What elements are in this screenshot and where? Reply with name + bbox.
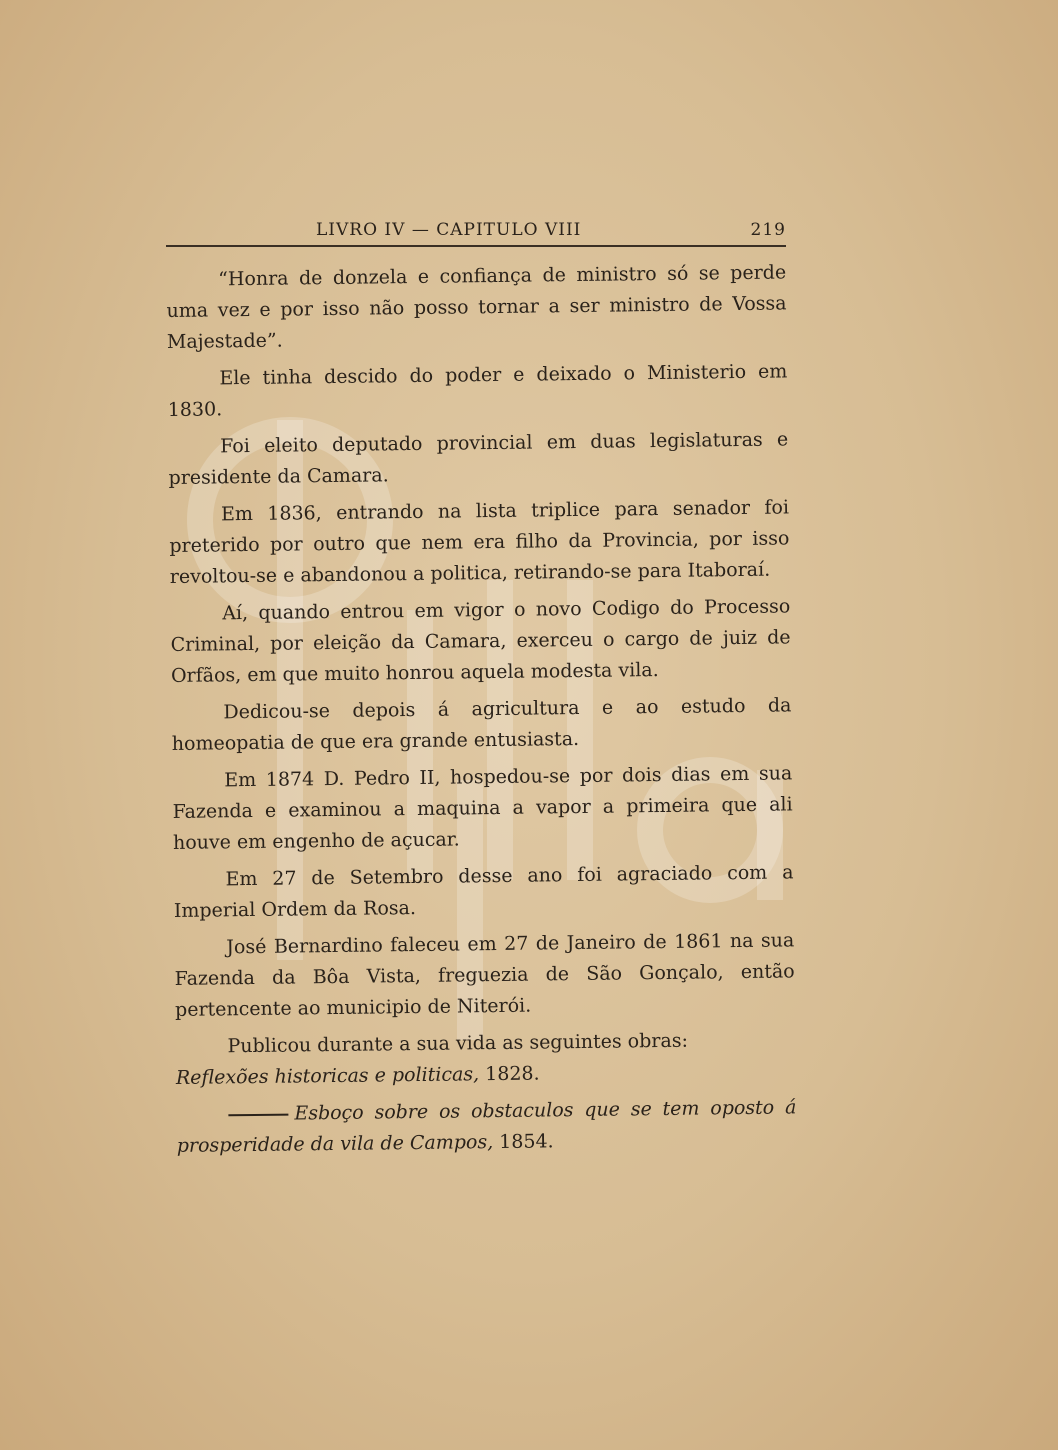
running-header bbox=[166, 215, 786, 247]
paragraph: Em 27 de Setembro desse ano foi agraciado com a Imperial Ordem da Rosa. bbox=[173, 861, 794, 922]
paragraph: Foi eleito deputado provincial em duas legislaturas e presidente da Camara. bbox=[168, 428, 789, 489]
paragraph: Ele tinha descido do poder e deixado o Ministerio em 1830. bbox=[167, 360, 788, 421]
running-head-title: LIVRO IV — CAPITULO VIII bbox=[316, 220, 582, 240]
paragraph: Em 1836, entrando na lista triplice para senador foi preterido por outro que nem era filho da Provincia, por isso revoltou-se e abandonou a politica, retirando-se para Itaboraí. bbox=[169, 496, 790, 588]
page-body bbox=[166, 257, 797, 1168]
paragraph: Dedicou-se depois á agricultura e ao estudo da homeopatia de que era grande entusiasta. bbox=[171, 694, 792, 755]
ditto-dash bbox=[228, 1114, 288, 1117]
page-number: 219 bbox=[750, 220, 786, 240]
paragraph: Aí, quando entrou em vigor o novo Codigo do Processo Criminal, por eleição da Camara, exerceu o cargo de juiz de Orfãos, em que muito honrou aquela modesta vila. bbox=[170, 595, 791, 687]
work-title: Reflexões historicas e politicas, bbox=[175, 1063, 480, 1089]
work-year: 1854. bbox=[499, 1130, 554, 1153]
paragraph-quote: “Honra de donzela e confiança de ministro só se perde uma vez e por isso não posso tornar a ser ministro de Vossa Majestade”. bbox=[166, 261, 787, 353]
works-entry-1 bbox=[176, 1055, 796, 1094]
works-entry-2 bbox=[176, 1092, 797, 1162]
paragraph: José Bernardino faleceu em 27 de Janeiro de 1861 na sua Fazenda da Bôa Vista, freguezia de São Gonçalo, então pertencente ao municipio de Niterói. bbox=[174, 929, 795, 1021]
work-title: Esboço sobre os obstaculos que se tem oposto á prosperidade da vila de Campos, bbox=[176, 1096, 797, 1157]
work-year: 1828. bbox=[485, 1062, 540, 1086]
paragraph-works-intro: Publicou durante a sua vida as seguintes obras: bbox=[227, 1029, 689, 1058]
paragraph: Em 1874 D. Pedro II, hospedou-se por dois dias em sua Fazenda e examinou a maquina a vapor a primeira que ali houve em engenho de açucar. bbox=[172, 762, 793, 854]
